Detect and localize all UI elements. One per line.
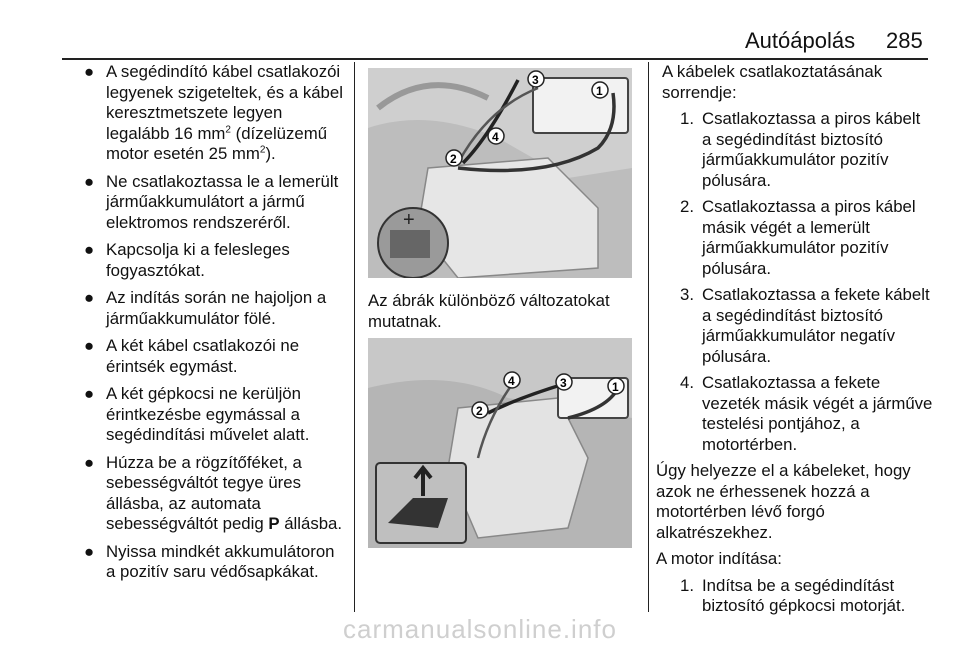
precaution-text: Húzza be a rögzítőféket, a sebességváltót tegye üres állásba, az automata sebességváltót pedig (106, 452, 302, 533)
column-divider-right (648, 62, 649, 612)
precaution-text: A segédindító kábel csatlakozói legyenek szigeteltek, és a kábel keresztmetszete legyen legalább 16 mm (106, 62, 343, 143)
step-item (662, 576, 934, 617)
precaution-text: Az indítás során ne hajoljon a járműakkumulátor fölé. (106, 288, 327, 328)
figure1-label-1: 1 (596, 84, 603, 98)
right-column (656, 62, 934, 623)
figure-jump-start-2 (368, 338, 632, 548)
precaution-item (62, 62, 347, 165)
step-text: Csatlakoztassa a piros kábel másik végét a lemerült járműakkumulátor pozitív pólusára. (702, 197, 916, 278)
precaution-item (62, 384, 347, 446)
start-intro: A motor indítása: (656, 549, 782, 568)
precaution-text: állásba. (279, 514, 343, 533)
middle-column-caption (368, 291, 638, 332)
step-number: 1. (680, 575, 694, 595)
precaution-text: P (268, 514, 280, 533)
bullet-dot: ● (84, 240, 95, 259)
step-item (662, 197, 934, 279)
step-number: 3. (680, 285, 694, 304)
step-item (662, 285, 934, 367)
svg-text:+: + (403, 209, 415, 231)
bullet-dot: ● (84, 384, 95, 403)
step-number: 1. (680, 109, 694, 128)
step-text: Csatlakoztassa a fekete vezeték másik végét a járműve testelési pontjához, a motortérben. (702, 373, 933, 454)
watermark: carmanualsonline.info (343, 614, 617, 644)
figure2-label-1: 1 (612, 380, 619, 394)
left-column (62, 62, 347, 590)
step-item (662, 373, 934, 455)
figure1-label-3: 3 (532, 73, 539, 87)
precaution-item (62, 240, 347, 281)
precaution-text: Kapcsolja ki a felesleges fogyasztókat. (106, 240, 290, 280)
step-number: 2. (680, 197, 694, 216)
figure-jump-start-1 (368, 68, 632, 278)
figure-caption: Az ábrák különböző változatokat mutatnak. (368, 291, 610, 331)
step-text: Indítsa be a segédindítást biztosító gépkocsi motorját. (702, 575, 906, 615)
precaution-text: A két gépkocsi ne kerüljön érintkezésbe egymással a segédindítási művelet alatt. (106, 384, 310, 444)
start-steps (662, 576, 934, 617)
precaution-text: 2 (225, 123, 231, 135)
precaution-list (62, 62, 347, 583)
precaution-item (62, 336, 347, 377)
figure2-label-4: 4 (508, 374, 515, 388)
figure1-label-2: 2 (450, 152, 457, 166)
figure2-label-2: 2 (476, 404, 483, 418)
step-number: 4. (680, 373, 694, 392)
bullet-dot: ● (84, 336, 95, 355)
header-rule (62, 58, 928, 60)
precaution-item (62, 453, 347, 535)
order-intro: A kábelek csatlakoztatásának sorrendje: (662, 62, 883, 102)
precaution-text: Nyissa mindkét akkumulátoron a pozitív saru védősapkákat. (106, 541, 335, 581)
bullet-dot: ● (84, 62, 95, 81)
precaution-text: Ne csatlakoztassa le a lemerült járműakkumulátort a jármű elektromos rendszeréről. (106, 171, 339, 232)
cable-routing-note: Úgy helyezze el a kábeleket, hogy azok ne érhessenek hozzá a motortérben lévő forgó alkatrészekhez. (656, 461, 911, 542)
precaution-item (62, 172, 347, 234)
bullet-dot: ● (84, 288, 95, 307)
section-title: Autóápolás (745, 28, 856, 53)
precaution-item (62, 542, 347, 583)
bullet-dot: ● (84, 452, 95, 472)
precaution-text: A két kábel csatlakozói ne érintsék egymást. (106, 336, 300, 376)
figure1-label-4: 4 (492, 130, 499, 144)
precaution-item (62, 288, 347, 329)
page-number: 285 (886, 28, 923, 53)
connection-steps (662, 109, 934, 455)
step-text: Csatlakoztassa a piros kábelt a segédindítást biztosító járműakkumulátor pozitív pólusára. (702, 109, 921, 190)
bullet-dot: ● (84, 171, 95, 191)
precaution-text: ). (265, 144, 276, 163)
column-divider-left (354, 62, 355, 612)
precaution-text: 2 (259, 144, 266, 156)
step-item (662, 109, 934, 191)
figure2-label-3: 3 (560, 376, 567, 390)
bullet-dot: ● (84, 541, 95, 561)
precaution-text: (dízelüzemű motor esetén 25 mm (106, 123, 328, 163)
step-text: Csatlakoztassa a fekete kábelt a segédindítást biztosító járműakkumulátor negatív pólusára. (702, 285, 930, 366)
